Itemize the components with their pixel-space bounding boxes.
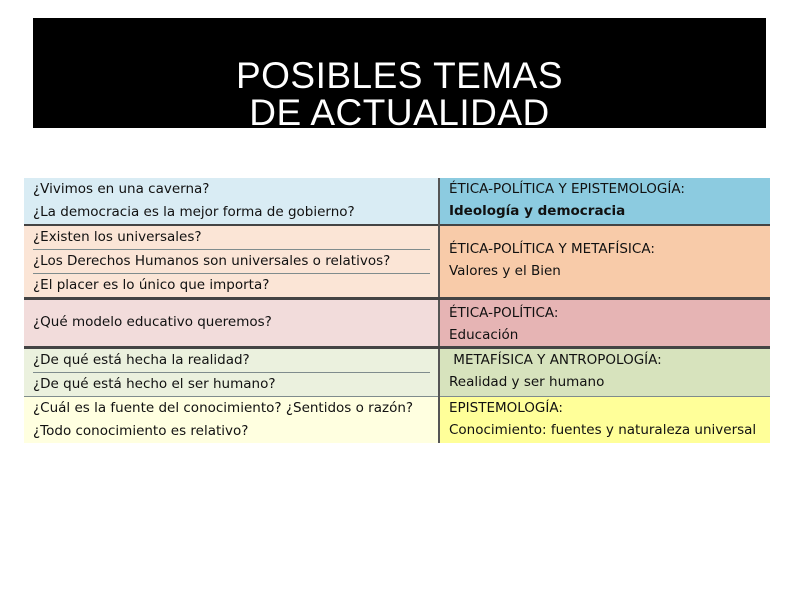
question-text: ¿Los Derechos Humanos son universales o relativos? xyxy=(33,249,430,273)
table-row xyxy=(24,397,770,444)
topic-subtitle: Realidad y ser humano xyxy=(449,374,605,390)
topic-heading: EPISTEMOLOGÍA: xyxy=(449,400,563,416)
topic-heading: METAFÍSICA Y ANTROPOLOGÍA: xyxy=(449,352,662,368)
topic-subtitle: Valores y el Bien xyxy=(449,263,561,279)
table-row xyxy=(24,299,770,348)
question-text: ¿Todo conocimiento es relativo? xyxy=(33,423,249,439)
topic-heading: ÉTICA-POLÍTICA Y METAFÍSICA: xyxy=(449,241,655,257)
question-text: ¿La democracia es la mejor forma de gobierno? xyxy=(33,204,355,220)
topic-cell xyxy=(439,178,770,225)
question-text: ¿Existen los universales? xyxy=(33,229,202,245)
question-text: ¿De qué está hecho el ser humano? xyxy=(33,372,430,396)
topic-cell xyxy=(439,225,770,299)
question-text: ¿Vivimos en una caverna? xyxy=(33,181,210,197)
slide-title-line-2: DE ACTUALIDAD xyxy=(249,92,550,133)
table-row xyxy=(24,348,770,397)
topic-subtitle: Ideología y democracia xyxy=(449,203,626,219)
table-row xyxy=(24,178,770,225)
question-text: ¿De qué está hecha la realidad? xyxy=(33,352,250,368)
question-text: ¿Cuál es la fuente del conocimiento? ¿Sentidos o razón? xyxy=(33,400,414,416)
questions-cell xyxy=(24,225,439,299)
questions-cell xyxy=(24,397,439,444)
topic-cell xyxy=(439,397,770,444)
topic-subtitle: Conocimiento: fuentes y naturaleza universal xyxy=(449,422,757,438)
topics-table xyxy=(24,178,770,443)
topic-heading: ÉTICA-POLÍTICA: xyxy=(449,305,559,321)
topic-heading: ÉTICA-POLÍTICA Y EPISTEMOLOGÍA: xyxy=(449,181,685,197)
topic-cell xyxy=(439,348,770,397)
questions-cell xyxy=(24,348,439,397)
slide-title-line-1: POSIBLES TEMAS xyxy=(235,55,564,96)
questions-cell xyxy=(24,178,439,225)
table-row xyxy=(24,225,770,299)
question-text: ¿Qué modelo educativo queremos? xyxy=(33,314,272,330)
questions-cell xyxy=(24,299,439,348)
topic-cell xyxy=(439,299,770,348)
slide-title-banner xyxy=(33,18,766,133)
question-text: ¿El placer es lo único que importa? xyxy=(33,273,430,297)
topic-subtitle: Educación xyxy=(449,327,519,343)
